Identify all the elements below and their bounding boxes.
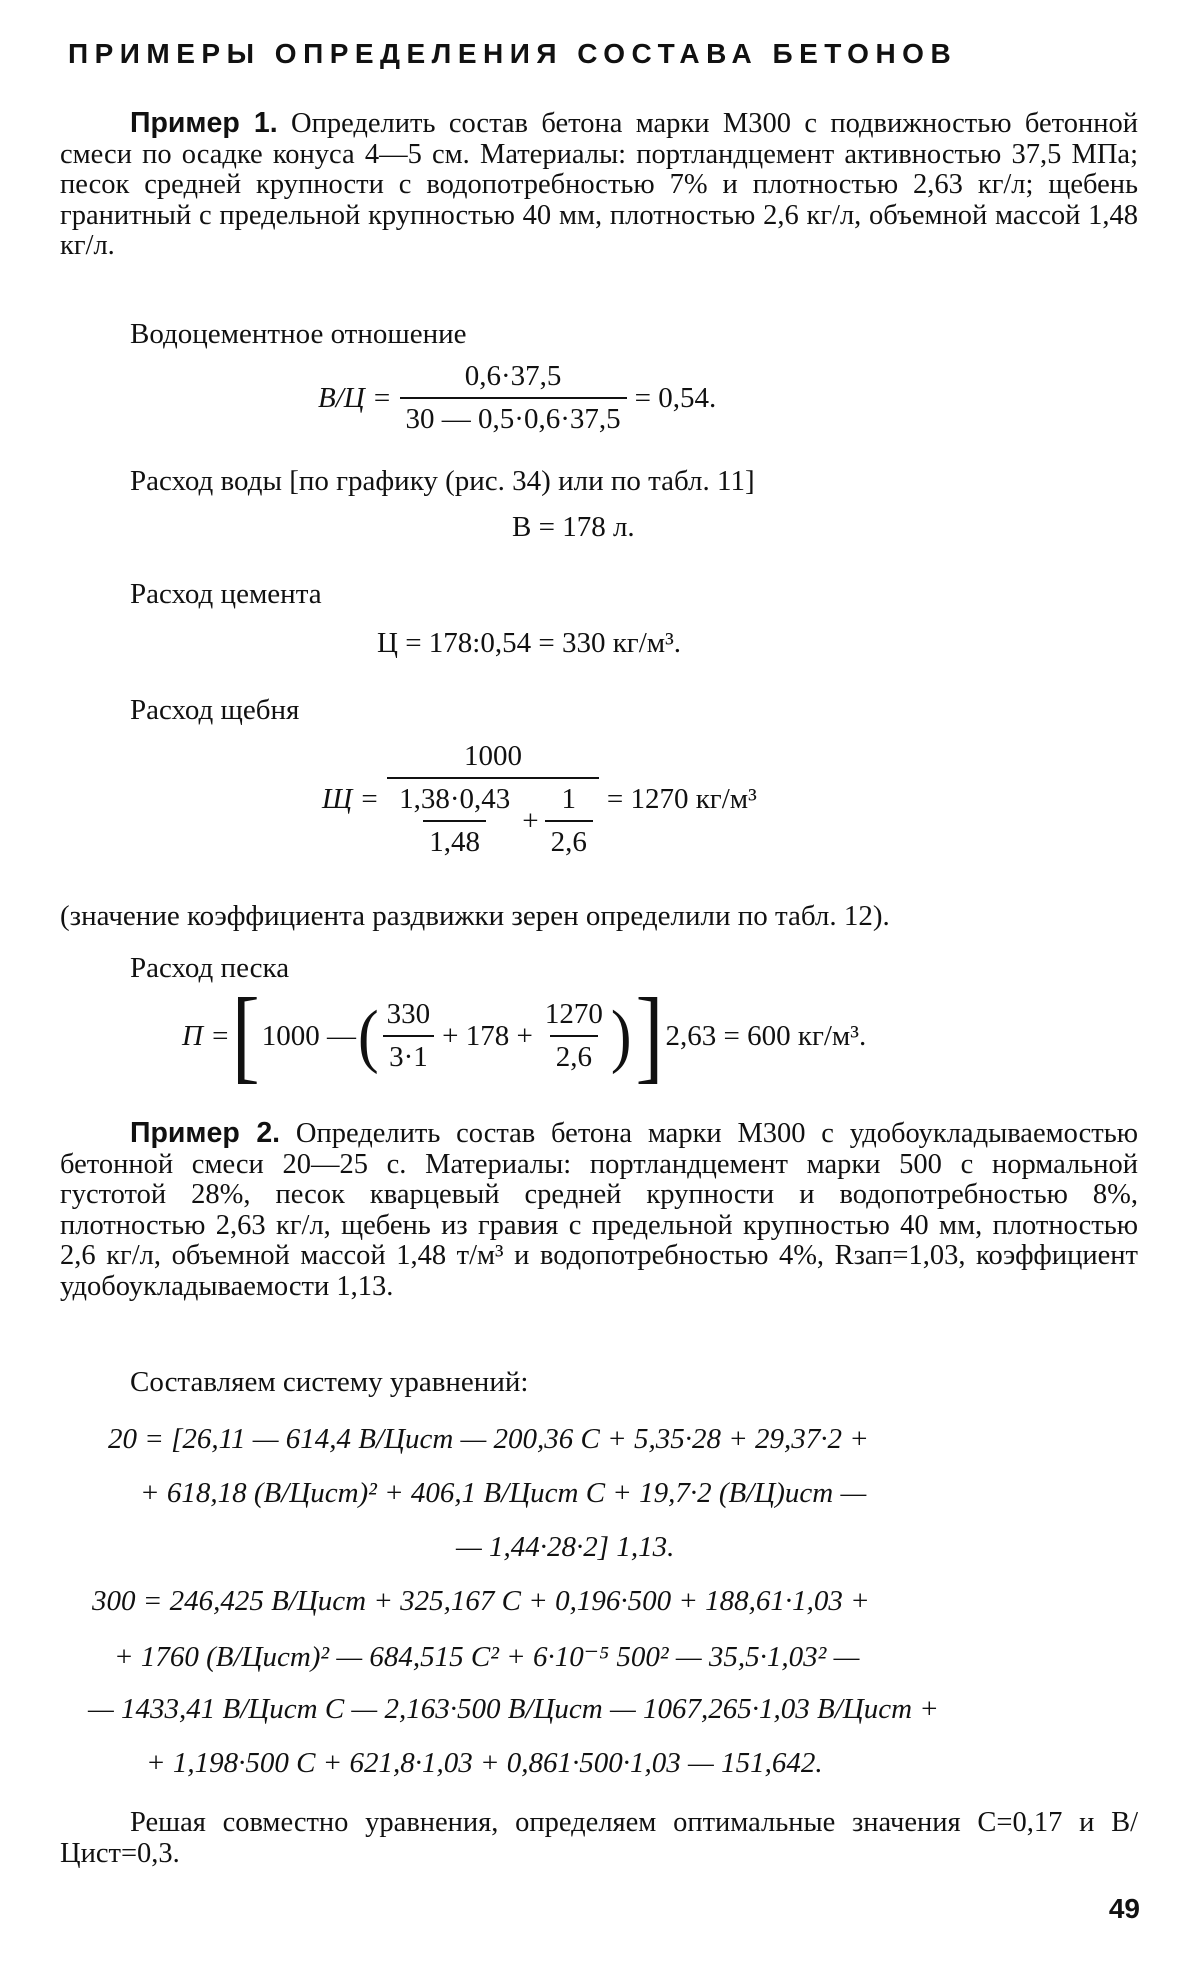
sand-fraction-1: [381, 998, 437, 1074]
cement-equation: Ц = 178:0,54 = 330 кг/м³.: [377, 627, 682, 659]
gravel-plus: +: [522, 804, 539, 837]
sand-lhs: П =: [182, 1019, 230, 1052]
system-label: Составляем систему уравнений:: [130, 1366, 529, 1398]
gravel-sub2-den: 2,6: [545, 820, 593, 859]
sand-a: 1000 —: [261, 1019, 356, 1052]
gravel-sub1-den: 1,48: [423, 820, 486, 859]
sand-close-bracket: ]: [635, 977, 664, 1094]
wc-equation: [318, 360, 716, 436]
system-line: — 1433,41 В/Цист С — 2,163·500 В/Цист — 1067,265·1,03 В/Цист +: [88, 1693, 939, 1725]
wc-label: Водоцементное отношение: [130, 318, 467, 350]
sand-f2-num: 1270: [544, 998, 603, 1030]
water-equation: В = 178 л.: [512, 511, 635, 543]
gravel-subfraction-1: [393, 783, 516, 859]
sand-close-paren: ): [610, 996, 632, 1076]
water-label: Расход воды [по графику (рис. 34) или по табл. 11]: [130, 465, 755, 497]
system-line: 300 = 246,425 В/Цист + 325,167 С + 0,196·500 + 188,61·1,03 +: [92, 1585, 870, 1617]
wc-rhs: = 0,54.: [634, 381, 717, 414]
sand-label: Расход песка: [130, 952, 290, 984]
gravel-equation: [322, 740, 757, 859]
gravel-rhs: = 1270 кг/м³: [606, 783, 757, 815]
example1-paragraph: [60, 108, 1138, 262]
sand-equation: [182, 977, 867, 1094]
example1-text: Определить состав бетона марки М300 с подвижностью бетонной смеси по осадке конуса 4—5 см. Материалы: портландцемент активностью 37,5 МПа; песок средней крупности с водопотребностью 7% и плотностью 2,63 кг/л; щебень гранитный с предельной крупностью 40 мм, плотностью 2,6 кг/л, объемной массой 1,48 кг/л.: [60, 108, 1138, 261]
sand-fraction-2: [539, 998, 609, 1074]
gravel-lhs: Щ =: [322, 783, 380, 815]
example2-text: Определить состав бетона марки М300 с удобоукладываемостью бетонной смеси 20—25 с. Материалы: портландцемент марки 500 с нормальной густотой 28%, песок кварцевый средней крупности и водопотребностью 8%, плотностью 2,63 кг/л, щебень из гравия с предельной крупностью 40 мм, плотностью 2,6 кг/л, объемной массой 1,48 т/м³ и водопотребностью 4%, Rзап=1,03, коэффициент удобоукладываемости 1,13.: [60, 1118, 1138, 1302]
sand-f2-den: 2,6: [550, 1035, 598, 1074]
cement-label: Расход цемента: [130, 578, 322, 610]
example2-paragraph: [60, 1118, 1138, 1302]
wc-denominator: 30 — 0,5·0,6·37,5: [400, 397, 627, 436]
example2-label: Пример 2.: [130, 1117, 281, 1149]
page-title: ПРИМЕРЫ ОПРЕДЕЛЕНИЯ СОСТАВА БЕТОНОВ: [68, 38, 958, 69]
sand-f1-den: 3·1: [383, 1035, 434, 1074]
sand-mid: + 178 +: [442, 1019, 533, 1052]
solution-paragraph: Решая совместно уравнения, определяем оптимальные значения С=0,17 и В/Цист=0,3.: [60, 1807, 1138, 1869]
gravel-subfraction-2: [545, 783, 593, 859]
sand-rhs: 2,63 = 600 кг/м³.: [665, 1019, 867, 1052]
system-line: — 1,44·28·2] 1,13.: [456, 1531, 675, 1563]
gravel-fraction: [387, 740, 599, 859]
gravel-denominator: [387, 777, 599, 859]
wc-lhs: В/Ц =: [318, 381, 392, 414]
page-number: 49: [1108, 1893, 1140, 1924]
system-line: + 1760 (В/Цист)² — 684,515 С² + 6·10⁻⁵ 500² — 35,5·1,03² —: [114, 1641, 860, 1673]
sand-open-bracket: [: [231, 977, 260, 1094]
coef-note: (значение коэффициента раздвижки зерен определили по табл. 12).: [60, 900, 890, 932]
gravel-sub2-num: 1: [561, 783, 576, 815]
gravel-sub1-num: 1,38·0,43: [399, 783, 511, 815]
system-line: + 1,198·500 С + 621,8·1,03 + 0,861·500·1,03 — 151,642.: [146, 1747, 823, 1779]
wc-numerator: 0,6·37,5: [464, 360, 562, 392]
example1-label: Пример 1.: [130, 107, 278, 139]
gravel-label: Расход щебня: [130, 694, 300, 726]
sand-f1-num: 330: [386, 998, 431, 1030]
sand-open-paren: (: [358, 996, 379, 1076]
system-line: + 618,18 (В/Цист)² + 406,1 В/Цист С + 19,7·2 (В/Ц)ист —: [140, 1477, 867, 1509]
gravel-numerator: 1000: [463, 740, 522, 772]
system-line: 20 = [26,11 — 614,4 В/Цист — 200,36 С + 5,35·28 + 29,37·2 +: [108, 1423, 869, 1455]
wc-fraction: [400, 360, 627, 436]
